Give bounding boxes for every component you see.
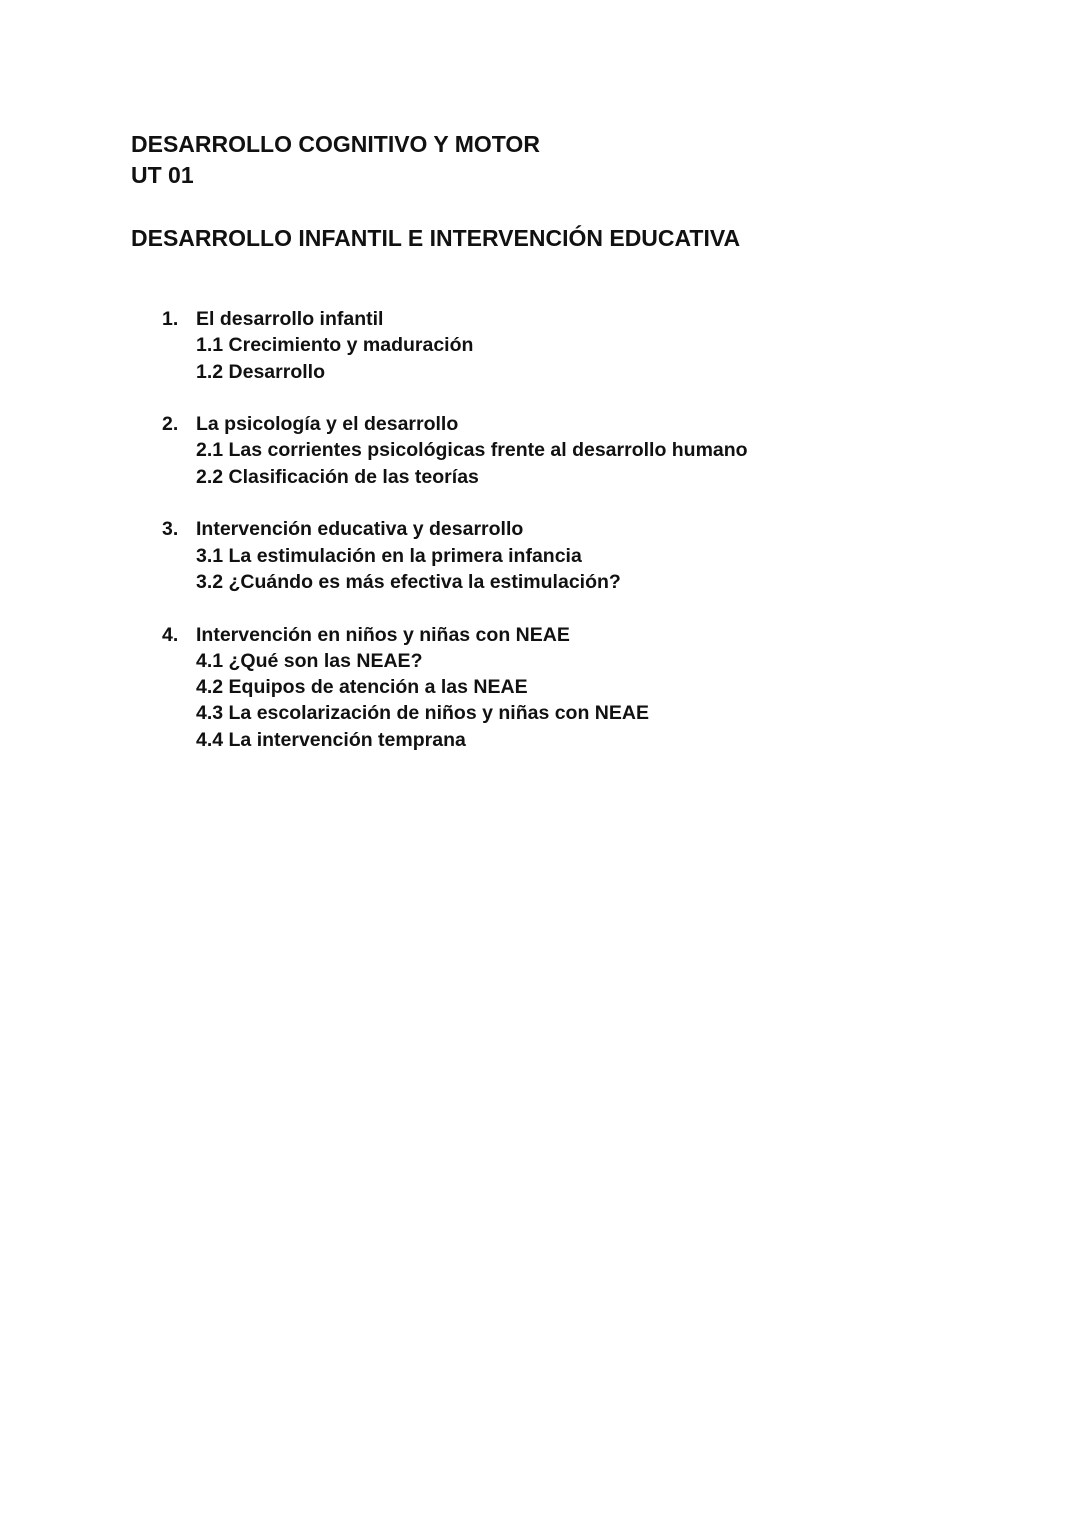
toc-subsection: 4.4 La intervención temprana xyxy=(196,728,466,751)
toc-subsection: 2.2 Clasificación de las teorías xyxy=(196,465,479,488)
subject-title: DESARROLLO COGNITIVO Y MOTOR xyxy=(131,131,540,157)
toc-section-3 xyxy=(162,516,962,595)
toc-subsection: 2.1 Las corrientes psicológicas frente al desarrollo humano xyxy=(196,439,748,462)
section-title: Intervención en niños y niñas con NEAE xyxy=(196,623,570,646)
toc-subsection: 4.1 ¿Qué son las NEAE? xyxy=(196,649,423,672)
toc-section-heading xyxy=(162,516,962,542)
toc-subsection: 4.3 La escolarización de niños y niñas con NEAE xyxy=(196,702,649,725)
unit-title: DESARROLLO INFANTIL E INTERVENCIÓN EDUCATIVA xyxy=(131,225,741,251)
section-number: 4. xyxy=(162,623,179,646)
section-title: Intervención educativa y desarrollo xyxy=(196,518,524,541)
toc-section-heading xyxy=(162,411,962,437)
toc-section-heading xyxy=(162,306,962,332)
toc-subsection: 1.2 Desarrollo xyxy=(196,360,325,383)
toc-subsection: 3.2 ¿Cuándo es más efectiva la estimulación? xyxy=(196,570,621,593)
table-of-contents xyxy=(162,306,962,779)
toc-section-2 xyxy=(162,411,962,490)
unit-number: UT 01 xyxy=(131,162,194,188)
section-title: El desarrollo infantil xyxy=(196,308,384,330)
toc-subsection: 4.2 Equipos de atención a las NEAE xyxy=(196,676,528,699)
toc-section-4 xyxy=(162,622,962,753)
section-title: La psicología y el desarrollo xyxy=(196,413,459,436)
section-number: 1. xyxy=(162,308,179,330)
section-number: 3. xyxy=(162,518,179,541)
toc-section-heading xyxy=(162,622,962,648)
toc-subsection: 1.1 Crecimiento y maduración xyxy=(196,334,474,357)
toc-section-1 xyxy=(162,306,962,385)
toc-subsection: 3.1 La estimulación en la primera infancia xyxy=(196,544,582,567)
section-number: 2. xyxy=(162,413,179,436)
